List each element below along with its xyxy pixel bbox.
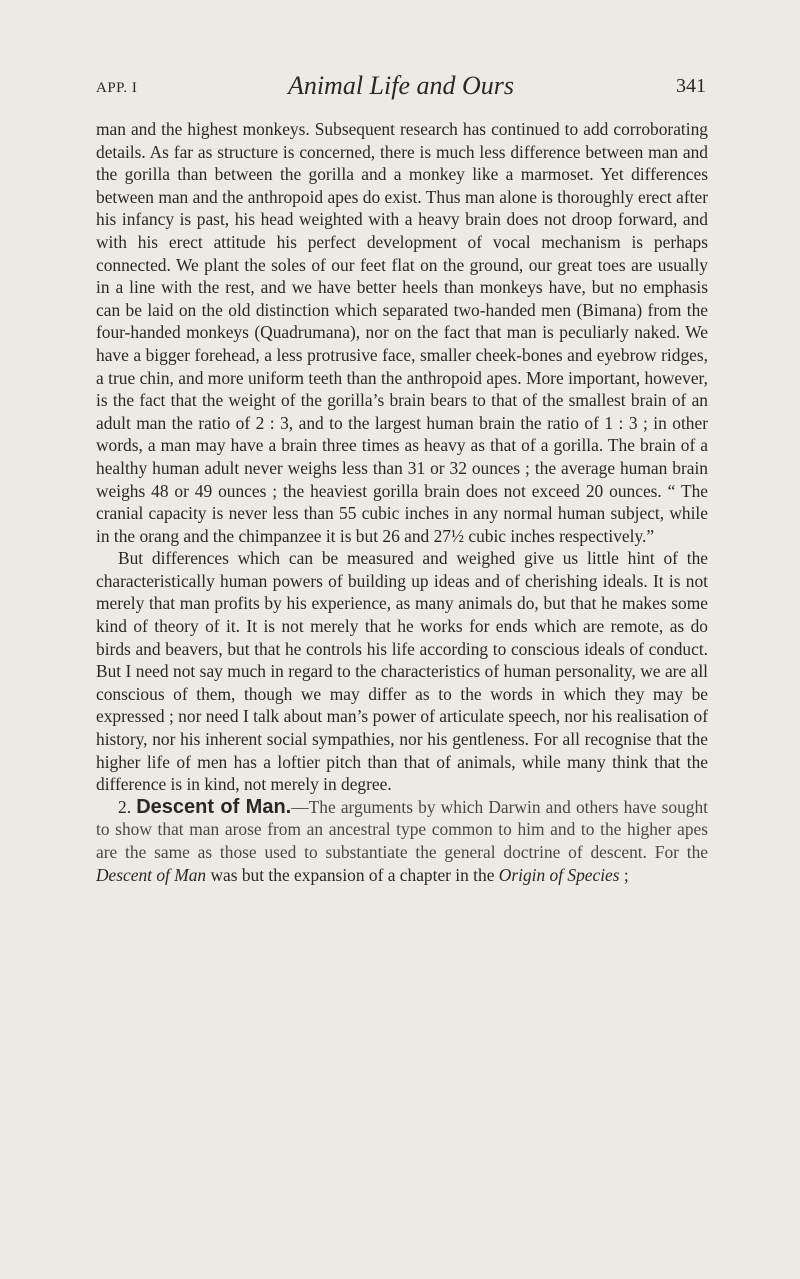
section-2-paragraph [96,796,708,886]
paragraph-2: But differences which can be measured and weighed give us little hint of the characteristically human powers of building up ideas and of cherishing ideals. It is not merely that man profits by his experience, as many animals do, but that he makes some kind of theory of it. It is not merely that he works for ends which are remote, as do birds and beavers, but that he controls his life according to conscious ideals of conduct. But I need not say much in regard to the characteristics of human personality, we are all conscious of them, though we may differ as to the words in which they may be expressed ; nor need I talk about man’s power of articulate speech, nor his realisation of history, nor his inherent social sympathies, nor his gentleness. For all recognise that the higher life of men has a loftier pitch than that of animals, while many think that the difference is in kind, not merely in degree. [96,548,708,795]
page-number: 341 [676,75,706,97]
book-title-origin: Origin of Species [498,864,620,885]
section-2-text-a: —The arguments by which Darwin and others have sought to show that man arose from an ancestral type common to him and to the higher apes are the same as those used to substantiate the general doctrine of descent. For the [96,796,709,862]
body-text [96,118,708,886]
book-title-descent: Descent of Man [96,864,207,885]
appendix-mark: APP. I [96,80,138,96]
running-title: Animal Life and Ours [287,71,515,100]
section-2-text-b: was but the expansion of a chapter in the [206,864,499,885]
paragraph-1: man and the highest monkeys. Subsequent research has continued to add corroborating details. As far as structure is concerned, there is much less difference between man and the gorilla than between the gorilla and a monkey like a marmoset. Yet differences between man and the anthropoid apes do exist. Thus man alone is thoroughly erect after his infancy is past, his head weighted with a heavy brain does not droop forward, and with his erect attitude his perfect development of vocal mechanism is perhaps connected. We plant the soles of our feet flat on the ground, our great toes are usually in a line with the rest, and we have better heels than monkeys have, but no emphasis can be laid on the old distinction which separated two-handed men (Bimana) from the four-handed monkeys (Quadrumana), nor on the fact that man is peculiarly naked. We have a bigger forehead, a less protrusive face, smaller cheek-bones and eyebrow ridges, a true chin, and more uniform teeth than the anthropoid apes. More important, however, is the fact that the weight of the gorilla’s brain bears to that of the smallest brain of an adult man the ratio of 2 : 3, and to the largest human brain the ratio of 1 : 3 ; in other words, a man may have a brain three times as heavy as that of a gorilla. The brain of a healthy human adult never weighs less than 31 or 32 ounces ; the average human brain weighs 48 or 49 ounces ; the heaviest gorilla brain does not exceed 20 ounces. “ The cranial capacity is never less than 55 cubic inches in any normal human subject, while in the orang and the chimpanzee it is but 26 and 27½ cubic inches respectively.” [96,119,708,546]
section-2-text-c: ; [619,864,629,885]
section-number: 2. [118,796,132,817]
section-heading: Descent of Man. [136,795,292,818]
running-head [96,71,706,105]
